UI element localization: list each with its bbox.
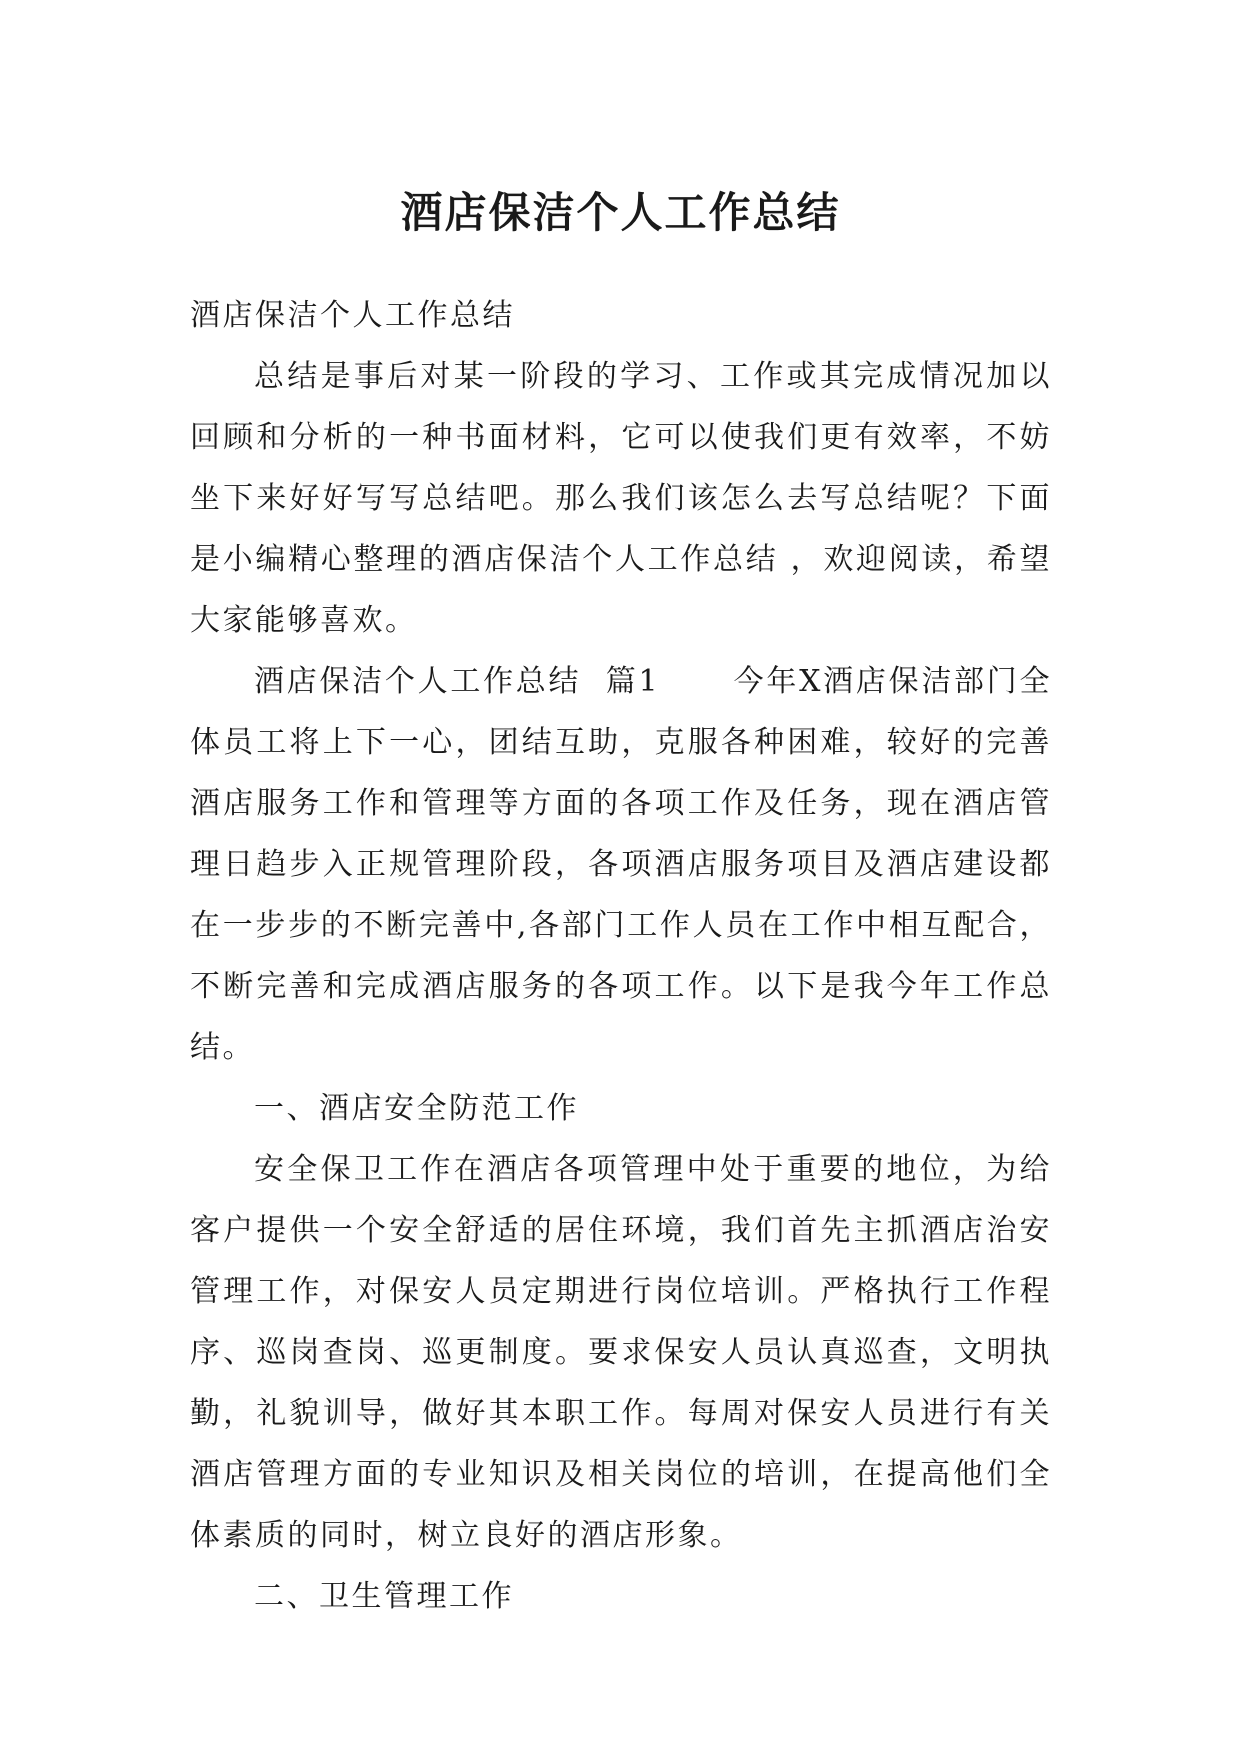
paragraph-section-1: 酒店保洁个人工作总结 篇1 今年X酒店保洁部门全体员工将上下一心，团结互助，克服各种困难，较好的完善酒店服务工作和管理等方面的各项工作及任务，现在酒店管理日趋步入正规管理阶段，各项酒店服务项目及酒店建设都在一步步的不断完善中,各部门工作人员在工作中相互配合，不断完善和完成酒店服务的各项工作。以下是我今年工作总结。 xyxy=(190,664,1052,1065)
heading-security: 一、酒店安全防范工作 xyxy=(254,1091,579,1126)
paragraph-subtitle: 酒店保洁个人工作总结 xyxy=(190,298,515,333)
document-title: 酒店保洁个人工作总结 xyxy=(400,188,841,238)
paragraph-intro: 总结是事后对某一阶段的学习、工作或其完成情况加以回顾和分析的一种书面材料，它可以使我们更有效率，不妨坐下来好好写写总结吧。那么我们该怎么去写总结呢？下面是小编精心整理的酒店保洁个人工作总结 ，欢迎阅读，希望大家能够喜欢。 xyxy=(190,359,1052,638)
paragraph-security: 安全保卫工作在酒店各项管理中处于重要的地位，为给客户提供一个安全舒适的居住环境，我们首先主抓酒店治安管理工作，对保安人员定期进行岗位培训。严格执行工作程序、巡岗查岗、巡更制度。要求保安人员认真巡查，文明执勤，礼貌训导，做好其本职工作。每周对保安人员进行有关酒店管理方面的专业知识及相关岗位的培训，在提高他们全体素质的同时，树立良好的酒店形象。 xyxy=(190,1152,1052,1553)
document-body xyxy=(190,285,1052,1627)
heading-hygiene: 二、卫生管理工作 xyxy=(254,1579,514,1614)
